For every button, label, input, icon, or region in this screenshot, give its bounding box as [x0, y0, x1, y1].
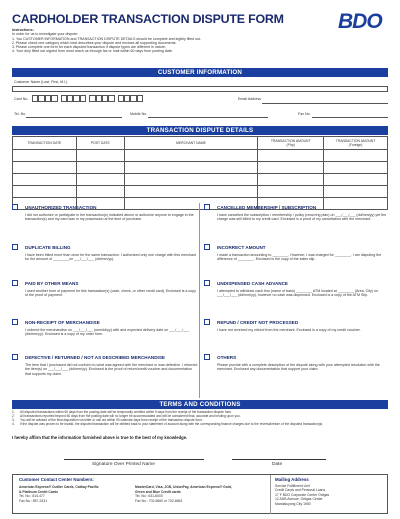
- fax-label: Fax No.: [298, 112, 311, 116]
- signature-line[interactable]: [64, 459, 204, 460]
- terms-header: TERMS AND CONDITIONS: [12, 400, 388, 409]
- option-description: Please provide with a complete description of the dispute along with your attempted resolution with the merchant. Enclosed any documentation that support your claim.: [217, 363, 380, 372]
- table-row[interactable]: [13, 150, 388, 162]
- instruction-item: 4. Your duly filled out signed form must reach us through fax or mail within 60 days from posting date.: [12, 49, 173, 54]
- col-amount-php: TRANSACTION AMOUNT (Php): [258, 137, 324, 150]
- mailing-address: Service Fulfillment Unit Credit Cards and Personal Loans 17 F BDO Corporate Center Ortigas 12 ADB Avenue, Ortigas Center Mandaluyong City 1550: [275, 484, 330, 506]
- table-row[interactable]: [13, 186, 388, 198]
- signature-label: Signature Over Printed Name: [92, 462, 155, 467]
- email-field[interactable]: [262, 103, 388, 104]
- declaration-text: I hereby affirm that the information furnished above is true to the best of my knowledge.: [12, 435, 188, 440]
- term-item: 4. If the dispute was proven to be invalid, the disputed transaction will be debited back to your statement of account along with the corresponding finance charges due to the reversal/return of the disputed transaction(s).: [12, 421, 324, 426]
- option-paid-other-means: [12, 279, 198, 298]
- form-title: CARDHOLDER TRANSACTION DISPUTE FORM: [12, 12, 284, 26]
- option-description: I made a transaction amounting to ________. However, I was charged for ________. I am disputing the difference of ________. Enclosed is the copy of the sales slip.: [217, 253, 382, 262]
- option-title: CANCELLED MEMBERSHIP / SUBSCRIPTION: [217, 204, 317, 210]
- option-description: The item that I purchased did not conform to what was agreed with the merchant or was defective. I returned the item(s) on ___/___/___ (dd/mm/yy). Enclosed is the proof of return/credit voucher and documentation that supports my claim.: [25, 363, 198, 376]
- option-description: I attempted to withdraw cash thru (name of bank) ________ ATM located at ________ (Area, City) on ___/___/___ (dd/mm/yy), however no cash was dispensed. Enclosed is a copy of the ATM Slip.: [217, 289, 378, 298]
- option-description: I have not received my refund from the merchant. Enclosed is a copy of my credit voucher.: [217, 328, 361, 332]
- table-header-row: [13, 137, 388, 150]
- term-item: 1. All disputed transactions within 60 days from the posting date will be temporarily credited within 5 days from the receipt of the transaction dispute form.: [12, 410, 233, 414]
- option-cancelled-membership: [204, 203, 390, 222]
- fax-field[interactable]: [312, 117, 388, 118]
- instruction-item: 1. You CUSTOMER INFORMATION and TRANSACTION DISPUTE DETAILS should be complete and legibly filled out.: [12, 36, 202, 41]
- option-title: DUPLICATE BILLING: [25, 244, 71, 250]
- customer-name-field[interactable]: [12, 86, 388, 92]
- option-description: I have cancelled the subscription / membership / policy (recurring plan) on ___/___/___ (dd/mm/yy) yet the charge was still billed to my credit card. Enclosed is a proof of my cancellation with the merchant.: [217, 213, 387, 222]
- bdo-logo: BDO: [338, 10, 382, 33]
- table-row[interactable]: [13, 174, 388, 186]
- option-duplicate-billing: [12, 243, 198, 262]
- contact-column-amex: American Express® Outlier Cards, Cathay Pacific & Platinum Credit Cards Tel. No.: 814-477 Fax No.: 857-2431: [19, 485, 99, 503]
- date-label: Date: [272, 462, 283, 467]
- customer-information-header: CUSTOMER INFORMATION: [12, 68, 388, 77]
- option-incorrect-amount: [204, 243, 390, 262]
- option-title: UNAUTHORIZED TRANSACTION: [25, 204, 97, 210]
- card-number-label: Card No.: [14, 97, 29, 101]
- tel-field[interactable]: [26, 117, 122, 118]
- others-checkbox[interactable]: [204, 354, 210, 360]
- email-label: Email Address: [238, 97, 261, 101]
- option-description: I did not authorize or participate in the transaction(s) indicated above or authorize anyone to engage in the transaction(s) and my card was in my possession at the time of purchase.: [25, 213, 194, 222]
- col-amount-foreign: TRANSACTION AMOUNT (Foreign): [324, 137, 388, 150]
- option-others: [204, 353, 390, 372]
- mobile-field[interactable]: [148, 117, 268, 118]
- option-unauthorized: [12, 203, 198, 222]
- tel-label: Tel. No.: [14, 112, 27, 116]
- mobile-label: Mobile No.: [130, 112, 148, 116]
- instructions-intro: In order for us to investigate your dispute:: [12, 32, 79, 37]
- paid-other-means-checkbox[interactable]: [12, 280, 18, 286]
- non-receipt-checkbox[interactable]: [12, 319, 18, 325]
- instructions-heading: Instructions:: [12, 28, 34, 32]
- instruction-item: 3. Please complete one form for each disputed transaction if dispute types are different in nature.: [12, 45, 166, 50]
- term-item: 3. You will be advised of the final disposition via letter or call out within 90 calendar days from receipt of the transaction dispute form.: [12, 417, 203, 422]
- instruction-item: 2. Please check one category which best describes your dispute and enclose all supporting documents.: [12, 40, 177, 45]
- table-row[interactable]: [13, 162, 388, 174]
- contact-heading: Customer Contact Center Numbers:: [19, 477, 94, 482]
- option-title: REFUND / CREDIT NOT PROCESSED: [217, 319, 299, 325]
- option-title: PAID BY OTHER MEANS: [25, 280, 79, 286]
- unauthorized-checkbox[interactable]: [12, 204, 18, 210]
- col-transaction-date: TRANSACTION DATE: [13, 137, 77, 150]
- contact-divider: [270, 475, 271, 514]
- option-title: UNDISPENSED CASH ADVANCE: [217, 280, 288, 286]
- terms-list: [12, 411, 388, 427]
- option-description: I used another form of payment for this transaction(s) (cash, check, or other credit card). Enclosed is a copy of the proof of payment.: [25, 289, 196, 298]
- date-line[interactable]: [232, 459, 326, 460]
- option-non-receipt: [12, 318, 198, 337]
- card-number-field[interactable]: [32, 95, 143, 102]
- dispute-details-header: TRANSACTION DISPUTE DETAILS: [12, 126, 388, 135]
- term-item: 2. All transactions reported beyond 60 days from the posting date will no longer be accommodated and will be considered final, accurate and binding upon you.: [12, 413, 241, 418]
- option-refund-not-processed: [204, 318, 390, 332]
- customer-name-label: Customer Name (Last, First, M.I.): [14, 80, 68, 84]
- col-merchant-name: MERCHANT NAME: [124, 137, 258, 150]
- incorrect-amount-checkbox[interactable]: [204, 244, 210, 250]
- option-title: INCORRECT AMOUNT: [217, 244, 266, 250]
- dispute-details-table: [12, 136, 388, 210]
- option-description: I have been billed more than once for the same transaction. I authorized only one charge with this merchant for the amount of ________on ___/___/___ (dd/mm/yy).: [25, 253, 197, 262]
- instructions: [12, 28, 342, 54]
- contact-box: [12, 474, 388, 514]
- mailing-heading: Mailing Address: [275, 477, 309, 482]
- contact-column-mastercard-visa: MasterCard, Visa, JCB, UnionPay, American Express® Gold, Green and Blue Credit cards Tel. No.: 631-8000 Fax No.: 702-6660 or 702-6663: [135, 485, 232, 503]
- duplicate-billing-checkbox[interactable]: [12, 244, 18, 250]
- option-title: DEFECTIVE / RETURNED / NOT AS DESCRIBED MERCHANDISE: [25, 354, 165, 360]
- cancelled-membership-checkbox[interactable]: [204, 204, 210, 210]
- option-title: NON-RECEIPT OF MERCHANDISE: [25, 319, 100, 325]
- defective-checkbox[interactable]: [12, 354, 18, 360]
- option-description: I ordered the merchandise on ___/___/___ (mm/dd/yy) with and expected delivery date on ___/___/___ (dd/mm/yy). Enclosed is a copy of my order form.: [25, 328, 190, 337]
- option-defective: [12, 353, 198, 376]
- col-post-date: POST DATE: [76, 137, 124, 150]
- undispensed-cash-checkbox[interactable]: [204, 280, 210, 286]
- option-title: OTHERS: [217, 354, 237, 360]
- option-undispensed-cash: [204, 279, 390, 298]
- refund-not-processed-checkbox[interactable]: [204, 319, 210, 325]
- options-divider: [199, 203, 200, 398]
